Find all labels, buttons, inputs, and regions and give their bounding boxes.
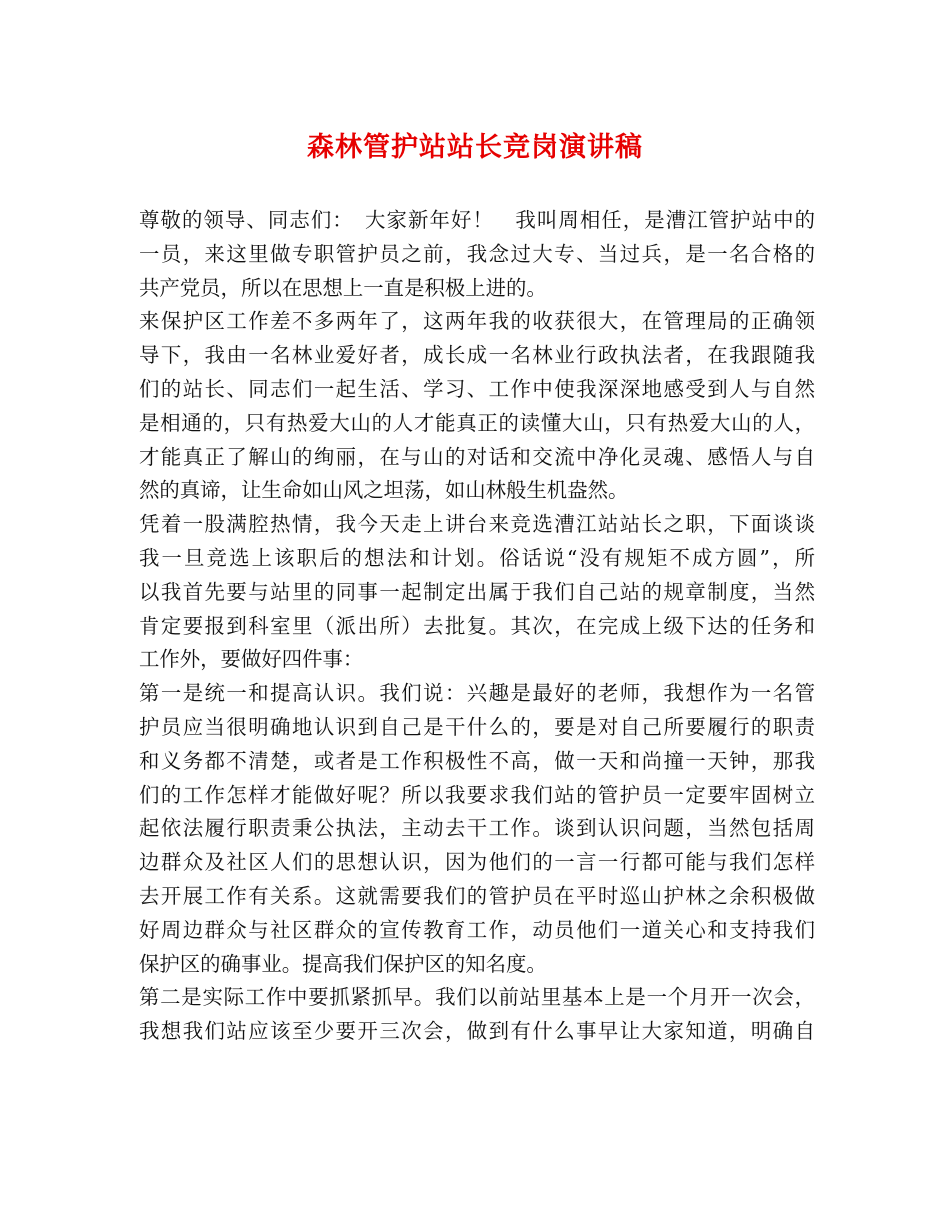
body-text-line: 第二是实际工作中要抓紧抓早。我们以前站里基本上是一个月开一次会， (139, 985, 815, 1010)
body-text-line: 导下，我由一名林业爱好者，成长成一名林业行政执法者，在我跟随我 (139, 343, 815, 368)
body-text-line: 们的站长、同志们一起生活、学习、工作中使我深深地感受到人与自然 (139, 376, 815, 401)
body-text-line: 们的工作怎样才能做好呢？所以我要求我们站的管护员一定要牢固树立 (139, 782, 815, 807)
body-text-line: 我一旦竞选上该职后的想法和计划。俗话说“没有规矩不成方圆”，所 (139, 545, 815, 570)
body-text-line: 凭着一股满腔热情，我今天走上讲台来竞选漕江站站长之职，下面谈谈 (139, 512, 815, 537)
body-text-line: 保护区的确事业。提高我们保护区的知名度。 (139, 951, 547, 976)
body-text-line: 来保护区工作差不多两年了，这两年我的收获很大，在管理局的正确领 (139, 309, 815, 334)
body-text-line: 然的真谛，让生命如山风之坦荡，如山林般生机盎然。 (139, 478, 629, 503)
body-text-line: 边群众及社区人们的思想认识，因为他们的一言一行都可能与我们怎样 (139, 850, 815, 875)
body-text-line: 起依法履行职责秉公执法，主动去干工作。谈到认识问题，当然包括周 (139, 816, 815, 841)
body-text-line: 护员应当很明确地认识到自己是干什么的，要是对自己所要履行的职责 (139, 714, 815, 739)
body-text-line: 工作外，要做好四件事： (139, 647, 364, 672)
body-text-line: 共产党员，所以在思想上一直是积极上进的。 (139, 275, 547, 300)
document-title: 森林管护站站长竞岗演讲稿 (307, 132, 643, 163)
body-text-line: 好周边群众与社区群众的宣传教育工作，动员他们一道关心和支持我们 (139, 917, 815, 942)
document-body (139, 204, 815, 1049)
body-text-line: 肯定要报到科室里（派出所）去批复。其次，在完成上级下达的任务和 (139, 613, 815, 638)
body-text-line: 一员，来这里做专职管护员之前，我念过大专、当过兵，是一名合格的 (139, 241, 815, 266)
body-text-line: 才能真正了解山的绚丽，在与山的对话和交流中净化灵魂、感悟人与自 (139, 444, 815, 469)
body-text-line: 和义务都不清楚，或者是工作积极性不高，做一天和尚撞一天钟，那我 (139, 748, 815, 773)
body-text-line: 第一是统一和提高认识。我们说：兴趣是最好的老师，我想作为一名管 (139, 681, 815, 706)
body-text-line: 是相通的，只有热爱大山的人才能真正的读懂大山，只有热爱大山的人， (139, 410, 815, 435)
body-text-line: 去开展工作有关系。这就需要我们的管护员在平时巡山护林之余积极做 (139, 883, 815, 908)
body-text-line: 以我首先要与站里的同事一起制定出属于我们自己站的规章制度，当然 (139, 579, 815, 604)
body-text-line: 尊敬的领导、同志们： 大家新年好！ 我叫周相任，是漕江管护站中的 (139, 208, 815, 232)
body-text-line: 我想我们站应该至少要开三次会，做到有什么事早让大家知道，明确自 (139, 1019, 815, 1044)
